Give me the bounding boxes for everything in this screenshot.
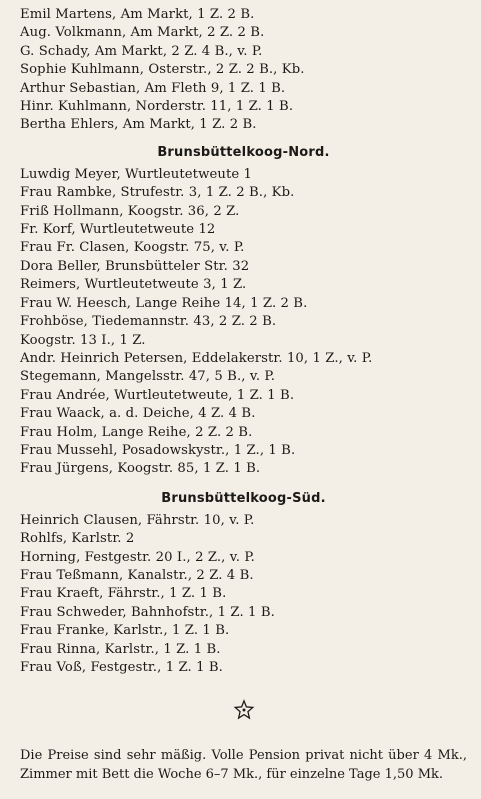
list-item: Frau Kraeft, Fährstr., 1 Z. 1 B. [20, 586, 227, 602]
list-item: Frau Voß, Festgestr., 1 Z. 1 B. [20, 660, 223, 675]
list-item: Frau Franke, Karlstr., 1 Z. 1 B. [20, 623, 230, 639]
list-item: Emil Martens, Am Markt, 1 Z. 2 B. [20, 7, 255, 22]
list-item: Arthur Sebastian, Am Fleth 9, 1 Z. 1 B. [20, 80, 286, 96]
star-icon [20, 699, 467, 725]
section-heading: Brunsbüttelkoog-Nord. [157, 144, 330, 160]
list-item: Hinr. Kuhlmann, Norderstr. 11, 1 Z. 1 B. [20, 99, 294, 115]
list-item: Frau Jürgens, Koogstr. 85, 1 Z. 1 B. [20, 461, 261, 477]
list-item: Dora Beller, Brunsbütteler Str. 32 [20, 258, 250, 274]
list-item: Koogstr. 13 I., 1 Z. [20, 332, 146, 348]
list-item: Frau Andrée, Wurtleutetweute, 1 Z. 1 B. [20, 387, 295, 403]
section-entry-list [20, 166, 467, 479]
list-item: Rohlfs, Karlstr. 2 [20, 531, 135, 547]
list-item: Andr. Heinrich Petersen, Eddelakerstr. 10, 1 Z., v. P. [20, 350, 373, 366]
list-item: Frau W. Heesch, Lange Reihe 14, 1 Z. 2 B. [20, 295, 308, 311]
list-item: Frau Rinna, Karlstr., 1 Z. 1 B. [20, 641, 221, 657]
list-item: Sophie Kuhlmann, Osterstr., 2 Z. 2 B., Kb. [20, 62, 305, 78]
list-item: Luwdig Meyer, Wurtleutetweute 1 [20, 166, 253, 182]
section-entry-list [20, 512, 467, 678]
list-item: Reimers, Wurtleutetweute 3, 1 Z. [20, 277, 247, 293]
price-note [20, 747, 467, 784]
list-item: Friß Hollmann, Koogstr. 36, 2 Z. [20, 203, 240, 219]
section-heading: Brunsbüttelkoog-Süd. [161, 490, 326, 506]
list-item: Horning, Festgestr. 20 I., 2 Z., v. P. [20, 549, 255, 565]
list-item: G. Schady, Am Markt, 2 Z. 4 B., v. P. [20, 43, 263, 59]
list-item: Frau Schweder, Bahnhofstr., 1 Z. 1 B. [20, 604, 275, 620]
list-item: Fr. Korf, Wurtleutetweute 12 [20, 222, 216, 238]
list-item: Heinrich Clausen, Fährstr. 10, v. P. [20, 512, 255, 528]
list-item: Aug. Volkmann, Am Markt, 2 Z. 2 B. [20, 25, 265, 41]
list-item: Frau Mussehl, Posadowskystr., 1 Z., 1 B. [20, 442, 296, 458]
list-item: Frau Teßmann, Kanalstr., 2 Z. 4 B. [20, 567, 254, 583]
price-note-text: Die Preise sind sehr mäßig. Volle Pension privat nicht über 4 Mk., Zimmer mit Bett die Woche 6–7 Mk., für einzelne Tage 1,50 Mk. [20, 748, 467, 782]
top-entry-list [20, 6, 467, 135]
list-item: Frau Waack, a. d. Deiche, 4 Z. 4 B. [20, 406, 256, 422]
section-nord [20, 145, 467, 479]
list-item: Bertha Ehlers, Am Markt, 1 Z. 2 B. [20, 117, 257, 133]
list-item: Stegemann, Mangelsstr. 47, 5 B., v. P. [20, 369, 275, 385]
list-item: Frau Holm, Lange Reihe, 2 Z. 2 B. [20, 424, 253, 440]
list-item: Frohböse, Tiedemannstr. 43, 2 Z. 2 B. [20, 314, 277, 330]
list-item: Frau Fr. Clasen, Koogstr. 75, v. P. [20, 240, 245, 256]
section-sued [20, 491, 467, 678]
list-item: Frau Rambke, Strufestr. 3, 1 Z. 2 B., Kb. [20, 185, 295, 201]
